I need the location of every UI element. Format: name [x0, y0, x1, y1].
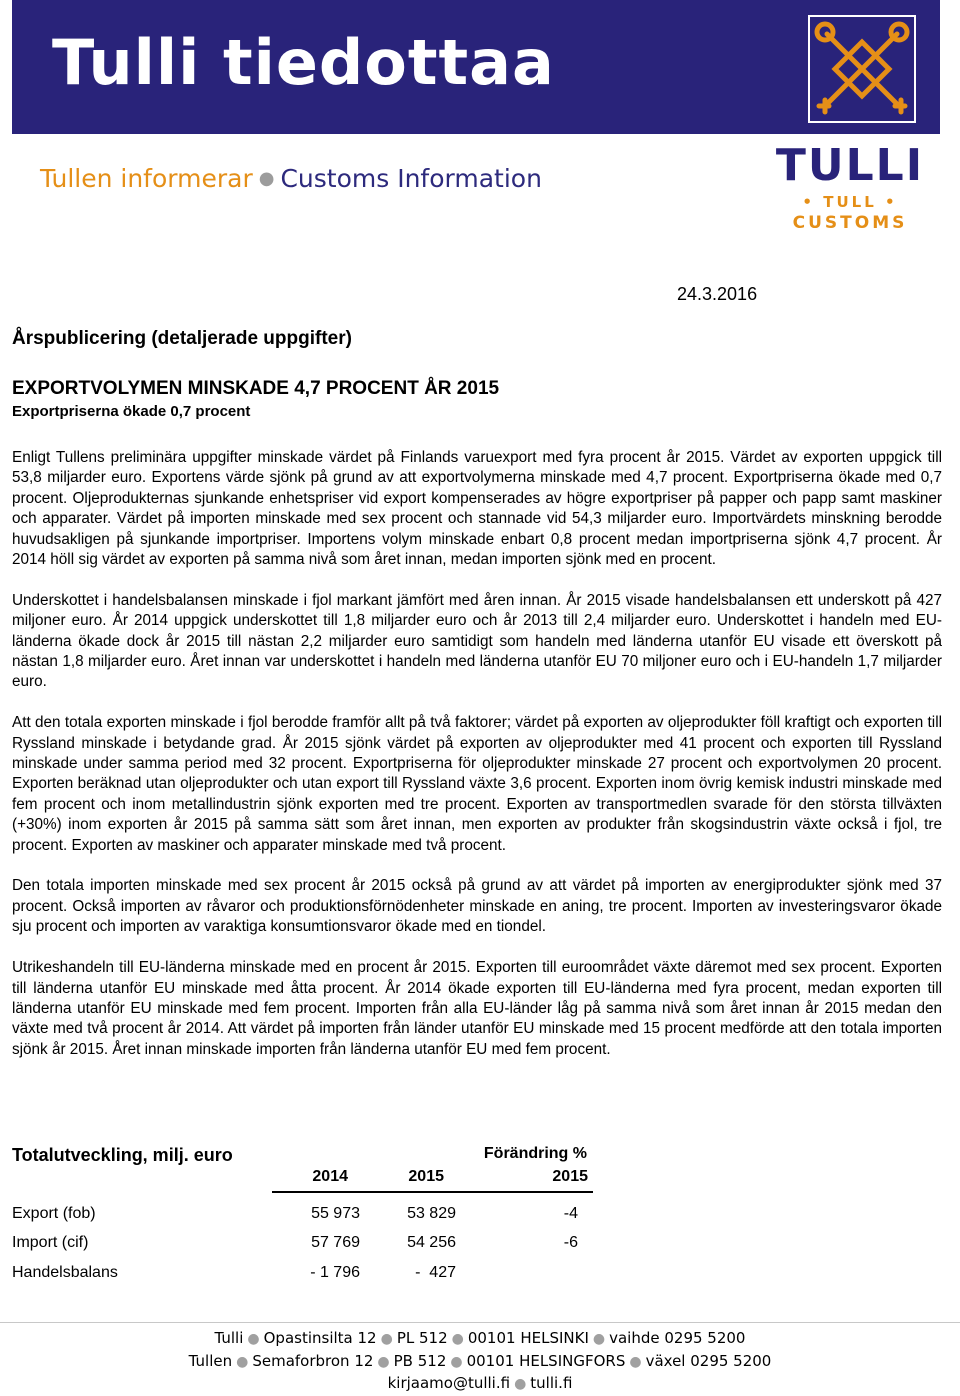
subheading-english: Customs Information [280, 164, 542, 193]
banner-title: Tulli tiedottaa [52, 26, 555, 99]
subheading [40, 164, 542, 193]
footer-email-link[interactable]: kirjaamo@tulli.fi [387, 1374, 511, 1392]
row-label: Export (fob) [12, 1205, 96, 1222]
table-col-2014: 2014 [312, 1168, 348, 1185]
row-change: -6 [563, 1234, 578, 1251]
paragraph: Underskottet i handelsbalansen minskade i fjol markant jämfört med åren innan. År 2015 visade handelsbalansen ett underskott på 427 miljoner euro. År 2014 uppgick underskottet till 1,8 miljarder euro och år 2013 till 2,4 miljarder euro. Underskottet i handeln med EU-länderna ökade dock år 2015 till nästan 2,2 miljarder euro samtidigt som handeln med länderna utanför EU visade ett överskott på nästan 1,8 miljarder euro. Året innan var underskottet i handeln med länderna utanför EU 70 miljoner euro och i EU-handeln 1,7 miljarder euro. [12, 591, 942, 691]
footer-org: Tulli [214, 1329, 244, 1347]
bullet-icon: ● [247, 1331, 260, 1347]
footer-divider [0, 1322, 960, 1323]
bullet-icon: ● [514, 1376, 527, 1392]
row-value-2015: 53 829 [407, 1205, 456, 1222]
footer-website-link[interactable]: tulli.fi [530, 1374, 573, 1392]
row-value-2015: 54 256 [407, 1234, 456, 1251]
logo-sub2: CUSTOMS [792, 213, 908, 233]
logo-name: TULLI [775, 140, 925, 191]
footer-street: Semaforbron 12 [252, 1351, 374, 1370]
bullet-icon: ● [629, 1353, 642, 1370]
table-title: Totalutveckling, milj. euro [12, 1145, 233, 1165]
table-row [12, 1234, 612, 1256]
kicker: Årspublicering (detaljerade uppgifter) [12, 328, 352, 349]
table-change-header: Förändring % [483, 1145, 587, 1162]
footer-city: 00101 HELSINKI [467, 1329, 589, 1347]
table-row [12, 1205, 612, 1227]
bullet-icon: ● [450, 1353, 463, 1370]
row-value-2014: 55 973 [311, 1205, 360, 1222]
table-row [12, 1264, 612, 1286]
customs-emblem-icon [805, 12, 919, 126]
table-rule [272, 1191, 593, 1193]
row-value-2014: 57 769 [311, 1234, 360, 1251]
footer-line-contact [0, 1373, 960, 1396]
logo-sub1: • TULL • [802, 193, 898, 211]
paragraph: Utrikeshandeln till EU-länderna minskade med en procent år 2015. Exporten till euroområdet växte däremot med sex procent. Exporten till länderna utanför EU minskade med åtta procent. År 2014 ökade exporten till EU-länderna med fyra procent, medan exporten till länderna utanför EU minskade med fem procent. Importen från alla EU-länder låg på samma nivå som året innan år 2015 medan den växte med två procent år 2014. Att värdet på importen från länder utanför EU minskade med 15 procent medförde att den totala importen sjönk år 2015. Året innan minskade importen från länderna utanför EU med fem procent. [12, 959, 942, 1058]
tulli-logo [770, 140, 930, 233]
bullet-icon: ● [380, 1331, 393, 1347]
paragraph: Enligt Tullens preliminära uppgifter minskade värdet på Finlands varuexport med fyra procent år 2015. Värdet av exporten uppgick till 53,8 miljarder euro. Exportens värde sjönk på grund av att exportvolymerna minskade med 4,7 procent. Exportpriserna ökade med 0,7 procent. Oljeprodukternas sjunkande enhetspriser vid export kompenserades av högre exportpriser på papper och papp samt maskiner och apparater. Värdet på importen minskade med sex procent och stannade vid 54,3 miljarder euro. Importvärdets minskning berodde huvudsakligen på sjunkande importpriser. Importens volym minskade enbart 0,8 procent medan importpriserna sjönk 4,7 procent. År 2014 höll sig värdet av exporten på samma nivå som året innan, medan importen sjönk med en procent. [12, 449, 942, 569]
row-label: Import (cif) [12, 1234, 89, 1251]
bullet-icon: ● [451, 1331, 464, 1347]
bullet-icon: ● [236, 1353, 249, 1370]
footer-city: 00101 HELSINGFORS [466, 1351, 626, 1370]
bullet-icon: ● [592, 1331, 606, 1347]
row-value-2014: - 1 796 [310, 1264, 360, 1281]
footer-phone: vaihde 0295 5200 [609, 1329, 746, 1347]
publication-date: 24.3.2016 [677, 284, 758, 304]
row-change: -4 [563, 1205, 578, 1222]
headline: EXPORTVOLYMEN MINSKADE 4,7 PROCENT ÅR 2015 [12, 378, 500, 399]
footer-line-swedish [0, 1351, 960, 1374]
footer-org: Tullen [188, 1351, 233, 1370]
row-value-2015: - 427 [415, 1264, 456, 1281]
article-body [12, 448, 942, 1081]
table-col-change: 2015 [552, 1168, 588, 1185]
subheadline: Exportpriserna ökade 0,7 procent [12, 403, 251, 420]
footer-pobox: PL 512 [396, 1329, 448, 1347]
footer-pobox: PB 512 [393, 1351, 447, 1370]
table-col-2015: 2015 [408, 1168, 444, 1185]
row-label: Handelsbalans [12, 1264, 118, 1281]
footer-street: Opastinsilta 12 [263, 1329, 377, 1347]
bullet-icon: ● [377, 1353, 390, 1370]
footer-line-finnish [0, 1328, 960, 1351]
paragraph: Att den totala exporten minskade i fjol berodde framför allt på två faktorer; värdet på exporten av oljeprodukter föll kraftigt och exporten till Ryssland minskade i betydande grad. År 2015 sjönk värdet på exporten av oljeprodukter med 41 procent och exporten till Ryssland minskade under samma period med 32 procent. Exportpriserna för oljeprodukter minskade 27 procent och exportvolymen 20 procent. Exporten beräknad utan oljeprodukter och utan export till Ryssland växte 3,6 procent. Exporten inom övrig kemisk industri minskade med fem procent och inom metallindustrin sjönk exporten med tre procent. Exporten av transportmedlen svarade för den största tillväxten (+30%) inom exporten år 2015 på samma sätt som året innan, men exporten av produkter från skogsindustrin växte också i fjol, tre procent. Exporten av maskiner och apparater minskade med två procent. [12, 714, 942, 854]
footer [0, 1328, 960, 1396]
header-banner [12, 0, 940, 134]
subheading-swedish: Tullen informerar [40, 164, 253, 193]
paragraph: Den totala importen minskade med sex procent år 2015 också på grund av att värdet på importen av energiprodukter sjönk med 37 procent. Också importen av råvaror och produktionsförnödenheter minskade en aning, tre procent. Importen av investeringsvaror ökade sju procent och importen av varaktiga konsumtionsvaror ökade med en tiondel. [12, 877, 942, 936]
footer-phone: växel 0295 5200 [645, 1351, 772, 1370]
bullet-icon: ● [258, 168, 275, 189]
